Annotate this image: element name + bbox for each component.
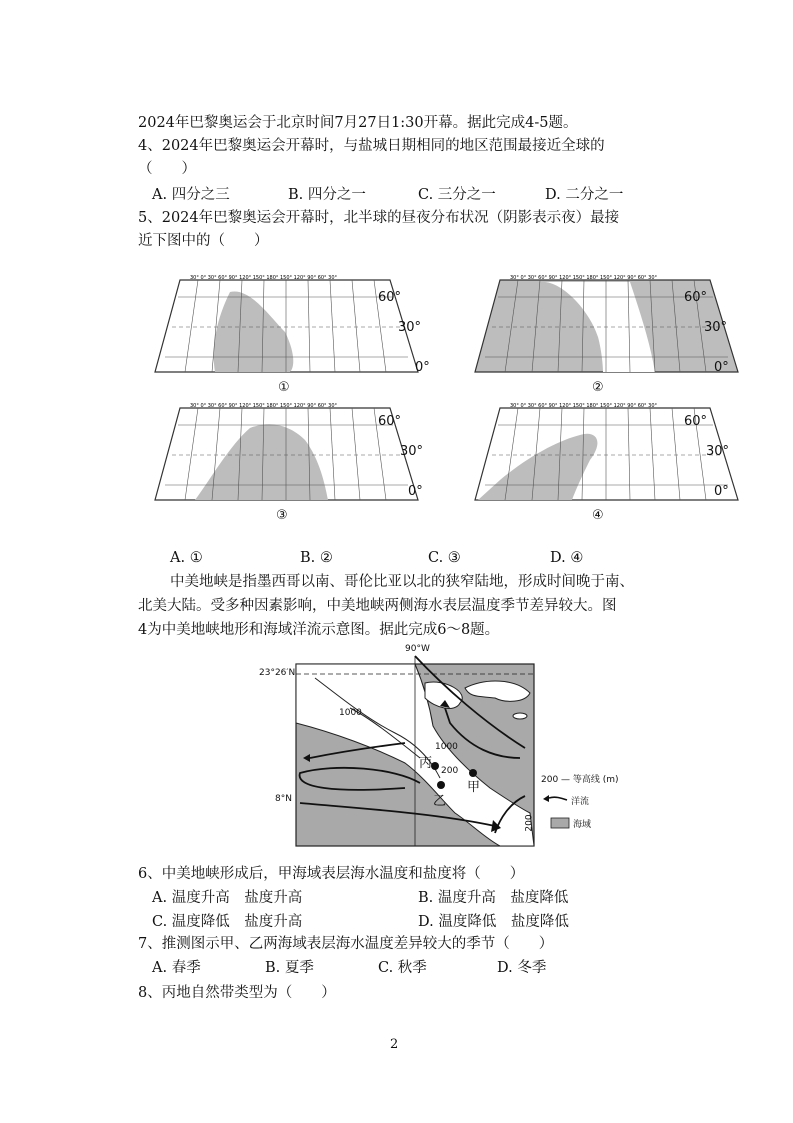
map-1-lat-60: 60° xyxy=(378,290,402,305)
map-2 xyxy=(470,272,740,402)
q8-stem: 8、丙地自然带类型为（ ） xyxy=(138,985,336,1001)
place-jia: 甲 xyxy=(467,780,481,795)
q5-option-a: A. ① xyxy=(170,550,203,566)
map-3-lat-30: 30° xyxy=(400,444,424,459)
q5-option-c: C. ③ xyxy=(428,550,461,566)
q4-stem-paren: （ ） xyxy=(138,161,196,177)
svg-text:30° 0° 30° 60° 90° 120° 15: 30° 0° 30° 60° 90° 120° 150° 180° 150° 120° 90° 60° 30° xyxy=(190,403,338,409)
fig4-lat-bottom: 8°N xyxy=(275,794,292,804)
q4-option-d: D. 二分之一 xyxy=(545,187,624,203)
map-2-label: ② xyxy=(592,380,604,395)
map-4-lat-0: 0° xyxy=(714,484,729,499)
q6-option-c: C. 温度降低 盐度升高 xyxy=(152,914,303,930)
passage-line-1: 中美地峡是指墨西哥以南、哥伦比亚以北的狭窄陆地，形成时间晚于南、 xyxy=(170,574,634,590)
q6-option-d: D. 温度降低 盐度降低 xyxy=(418,914,569,930)
map-3-lat-60: 60° xyxy=(378,414,402,429)
map-3 xyxy=(150,400,424,530)
q5-option-d: D. ④ xyxy=(550,550,584,566)
q5-stem-cont: 近下图中的（ ） xyxy=(138,233,269,249)
map-4-lat-60: 60° xyxy=(684,414,708,429)
q4-option-a: A. 四分之三 xyxy=(152,187,230,203)
q7-option-c: C. 秋季 xyxy=(378,960,427,976)
map-4-lat-30: 30° xyxy=(706,444,730,459)
q5-stem: 5、2024年巴黎奥运会开幕时，北半球的昼夜分布状况（阴影表示夜）最接 xyxy=(138,210,620,226)
figure-4-map xyxy=(255,644,635,853)
map-4 xyxy=(470,400,740,530)
legend-contour: 200 — 等高线 (m) xyxy=(541,775,619,785)
passage-line-3: 4为中美地峡地形和海域洋流示意图。据此完成6～8题。 xyxy=(138,622,500,638)
q7-stem: 7、推测图示甲、乙两海域表层海水温度差异较大的季节（ ） xyxy=(138,936,554,952)
fig4-contour-1000a: 1000 xyxy=(339,708,362,718)
q7-option-a: A. 春季 xyxy=(152,960,201,976)
fig4-contour-1000b: 1000 xyxy=(435,742,458,752)
fig4-contour-200b: 200 xyxy=(524,814,535,832)
fig4-lon-label: 90°W xyxy=(405,644,430,654)
q6-option-b: B. 温度升高 盐度降低 xyxy=(418,890,569,906)
svg-text:30° 0° 30° 60° 90° 120° 15: 30° 0° 30° 60° 90° 120° 150° 180° 150° 120° 90° 60° 30° xyxy=(510,403,658,409)
q5-option-b: B. ② xyxy=(300,550,333,566)
map-1-label: ① xyxy=(278,380,290,395)
q6-stem: 6、中美地峡形成后，甲海域表层海水温度和盐度将（ ） xyxy=(138,866,525,882)
map-1 xyxy=(150,272,430,402)
fig4-lat-top: 23°26′N xyxy=(259,668,296,678)
map-1-lat-0: 0° xyxy=(415,360,430,375)
map-2-lat-30: 30° xyxy=(704,320,728,335)
q6-option-a: A. 温度升高 盐度升高 xyxy=(152,890,303,906)
place-yi: 乙 xyxy=(433,794,447,809)
q4-option-c: C. 三分之一 xyxy=(418,187,496,203)
q4-option-b: B. 四分之一 xyxy=(288,187,366,203)
passage-line-2: 北美大陆。受多种因素影响，中美地峡两侧海水表层温度季节差异较大。图 xyxy=(138,598,617,614)
map-3-lat-0: 0° xyxy=(408,484,423,499)
legend-current: 洋流 xyxy=(571,797,590,807)
svg-text:30° 0° 30° 60° 90° 120° 15: 30° 0° 30° 60° 90° 120° 150° 180° 150° 120° 90° 60° 30° xyxy=(510,275,658,281)
legend-sea: 海域 xyxy=(573,820,592,830)
q7-option-d: D. 冬季 xyxy=(497,960,547,976)
intro-text: 2024年巴黎奥运会于北京时间7月27日1:30开幕。据此完成4-5题。 xyxy=(138,115,578,131)
q4-stem: 4、2024年巴黎奥运会开幕时，与盐城日期相同的地区范围最接近全球的 xyxy=(138,138,605,154)
map-2-lat-0: 0° xyxy=(714,360,729,375)
map-3-label: ③ xyxy=(276,508,288,523)
page-number: 2 xyxy=(390,1037,399,1052)
map-4-label: ④ xyxy=(592,508,604,523)
fig4-contour-200a: 200 xyxy=(441,766,459,776)
map-2-lat-60: 60° xyxy=(684,290,708,305)
map-1-lat-30: 30° xyxy=(398,320,422,335)
svg-text:30° 0° 30° 60° 90° 120° 15: 30° 0° 30° 60° 90° 120° 150° 180° 150° 120° 90° 60° 30° xyxy=(190,275,338,281)
place-bing: 丙 xyxy=(419,756,433,771)
q7-option-b: B. 夏季 xyxy=(265,960,314,976)
